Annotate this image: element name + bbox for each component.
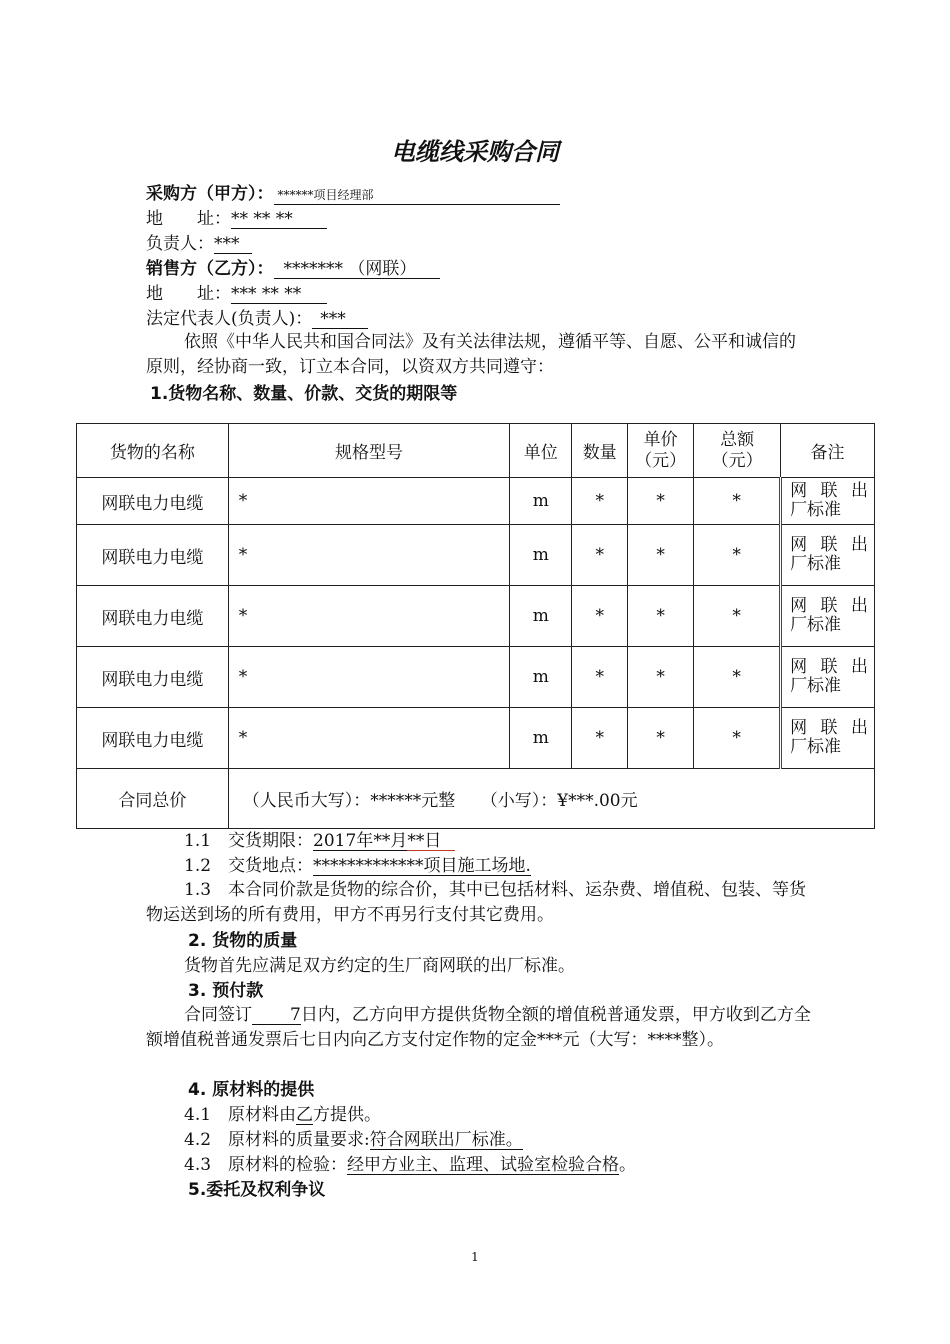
- cell-unit: m: [510, 647, 572, 708]
- cell-spec: *: [228, 647, 510, 708]
- clause-1-2: [184, 854, 531, 878]
- seller-address-label: 地 址：: [146, 284, 231, 304]
- table-row: [77, 647, 875, 708]
- cell-total: *: [694, 708, 781, 769]
- buyer-address-line: [146, 207, 327, 231]
- cell-total: *: [694, 647, 781, 708]
- clause-1-2-label: 1.2 交货地点：: [184, 856, 314, 876]
- header-total-line1: 总额: [720, 429, 755, 450]
- header-price-line2: （元）: [635, 450, 687, 471]
- section2-body: 货物首先应满足双方约定的生厂商网联的出厂标准。: [184, 956, 575, 976]
- buyer-label: 采购方（甲方）：: [146, 184, 274, 204]
- goods-table: [76, 423, 875, 829]
- buyer-address-label: 地 址：: [146, 209, 231, 229]
- cell-total: *: [694, 478, 781, 525]
- seller-address-value: *** ** **: [231, 285, 327, 304]
- buyer-contact-label: 负责人：: [146, 234, 214, 254]
- cell-price: *: [628, 647, 694, 708]
- header-unit: 单位: [510, 424, 572, 478]
- cell-name: 网联电力电缆: [77, 647, 229, 708]
- delivery-day: **日: [407, 832, 455, 851]
- cell-name: 网联电力电缆: [77, 478, 229, 525]
- cell-spec: *: [228, 586, 510, 647]
- seller-rep-label: 法定代表人(负责人)：: [146, 309, 313, 329]
- cell-price: *: [628, 708, 694, 769]
- table-row: [77, 708, 875, 769]
- clause-4-2-label: 4.2 原材料的质量要求:: [184, 1130, 370, 1150]
- clause-1-3: 1.3 本合同价款是货物的综合价，其中已包括材料、运杂费、增值税、包装、等货物运送到场的所有费用，甲方不再另行支付其它费用。: [146, 880, 807, 925]
- header-note: 备注: [781, 424, 875, 478]
- clause-4-3-end: 。: [619, 1155, 637, 1175]
- clause-4-3: [184, 1153, 636, 1177]
- clause-4-1-post: 方提供。: [313, 1105, 382, 1125]
- cell-spec: *: [228, 708, 510, 769]
- table-header-row: [77, 424, 875, 478]
- cell-qty: *: [572, 708, 628, 769]
- section1-heading: 1.货物名称、数量、价款、交货的期限等: [150, 384, 458, 404]
- clause-4-1-pre: 4.1 原材料由: [184, 1105, 297, 1125]
- cell-qty: *: [572, 525, 628, 586]
- clause-4-1: [184, 1103, 381, 1127]
- clause-4-3-label: 4.3 原材料的检验：: [184, 1155, 348, 1175]
- seller-value: ******* （网联）: [274, 260, 440, 279]
- section3-pre: 合同签订: [184, 1005, 252, 1025]
- buyer-value: ******项目经理部: [274, 186, 560, 205]
- table-row: [77, 478, 875, 525]
- cell-unit: m: [510, 525, 572, 586]
- delivery-year: 2017年: [313, 831, 374, 851]
- cell-note: 网 联 出厂标准: [781, 586, 875, 647]
- clause-1-1-label: 1.1 交货期限：: [184, 831, 314, 851]
- cell-unit: m: [510, 586, 572, 647]
- table-row: [77, 586, 875, 647]
- section3-post: 日内，乙方向甲方提供货物全额的增值税普通发票，甲方收到乙方全额增值税普通发票后七日内向乙方支付定作物的定金***元（大写：****整）。: [146, 1005, 811, 1050]
- section3-heading: 3. 预付款: [188, 981, 264, 1001]
- header-total: [694, 424, 781, 478]
- cell-note: 网 联 出厂标准: [781, 525, 875, 586]
- intro-paragraph: 依照《中华人民共和国合同法》及有关法律法规，遵循平等、自愿、公平和诚信的原则，经协商一致，订立本合同，以资双方共同遵守：: [146, 332, 796, 377]
- section3-days: 7: [252, 1006, 301, 1025]
- cell-price: *: [628, 525, 694, 586]
- section2-heading: 2. 货物的质量: [188, 931, 298, 951]
- seller-line: [146, 257, 440, 281]
- cell-price: *: [628, 478, 694, 525]
- seller-address-line: [146, 282, 327, 306]
- cell-price: *: [628, 586, 694, 647]
- buyer-address-value: ** ** **: [231, 210, 327, 229]
- document-title: 电缆线采购合同: [391, 138, 559, 166]
- cell-note: 网 联 出厂标准: [781, 478, 875, 525]
- section4-heading: 4. 原材料的提供: [188, 1080, 315, 1100]
- cell-unit: m: [510, 708, 572, 769]
- header-spec: 规格型号: [228, 424, 510, 478]
- clause-4-2: [184, 1128, 523, 1152]
- total-label: 合同总价: [77, 769, 229, 829]
- seller-label: 销售方（乙方）：: [146, 259, 274, 279]
- cell-name: 网联电力电缆: [77, 586, 229, 647]
- cell-note: 网 联 出厂标准: [781, 708, 875, 769]
- clause-4-1-party: 乙: [296, 1105, 314, 1125]
- cell-name: 网联电力电缆: [77, 708, 229, 769]
- cell-qty: *: [572, 478, 628, 525]
- section5-heading: 5.委托及权利争议: [188, 1180, 326, 1200]
- clause-4-3-value: 经甲方业主、监理、试验室检验合格: [347, 1155, 620, 1175]
- table-row: [77, 525, 875, 586]
- header-total-line2: （元）: [711, 450, 763, 471]
- cell-unit: m: [510, 478, 572, 525]
- clause-1-1: [184, 829, 455, 853]
- header-qty: 数量: [572, 424, 628, 478]
- section3-body: [146, 1003, 812, 1053]
- header-name: 货物的名称: [77, 424, 229, 478]
- cell-note: 网 联 出厂标准: [781, 647, 875, 708]
- cell-total: *: [694, 586, 781, 647]
- cell-qty: *: [572, 586, 628, 647]
- header-price-line1: 单价: [643, 429, 678, 450]
- page-number: 1: [471, 1250, 479, 1264]
- total-value: （人民币大写）：******元整 （小写）：¥***.00元: [228, 769, 874, 829]
- cell-spec: *: [228, 478, 510, 525]
- seller-rep-line: [146, 307, 368, 331]
- clause-4-2-value: 符合网联出厂标准。: [369, 1130, 523, 1150]
- cell-spec: *: [228, 525, 510, 586]
- buyer-contact-line: [146, 232, 252, 256]
- delivery-month: **月: [373, 831, 408, 851]
- buyer-line: [146, 182, 560, 206]
- seller-rep-value: ***: [312, 310, 368, 329]
- delivery-location: *************项目施工场地.: [313, 856, 531, 876]
- buyer-contact-value: ***: [214, 235, 252, 254]
- header-price: [628, 424, 694, 478]
- cell-total: *: [694, 525, 781, 586]
- table-total-row: [77, 769, 875, 829]
- cell-name: 网联电力电缆: [77, 525, 229, 586]
- cell-qty: *: [572, 647, 628, 708]
